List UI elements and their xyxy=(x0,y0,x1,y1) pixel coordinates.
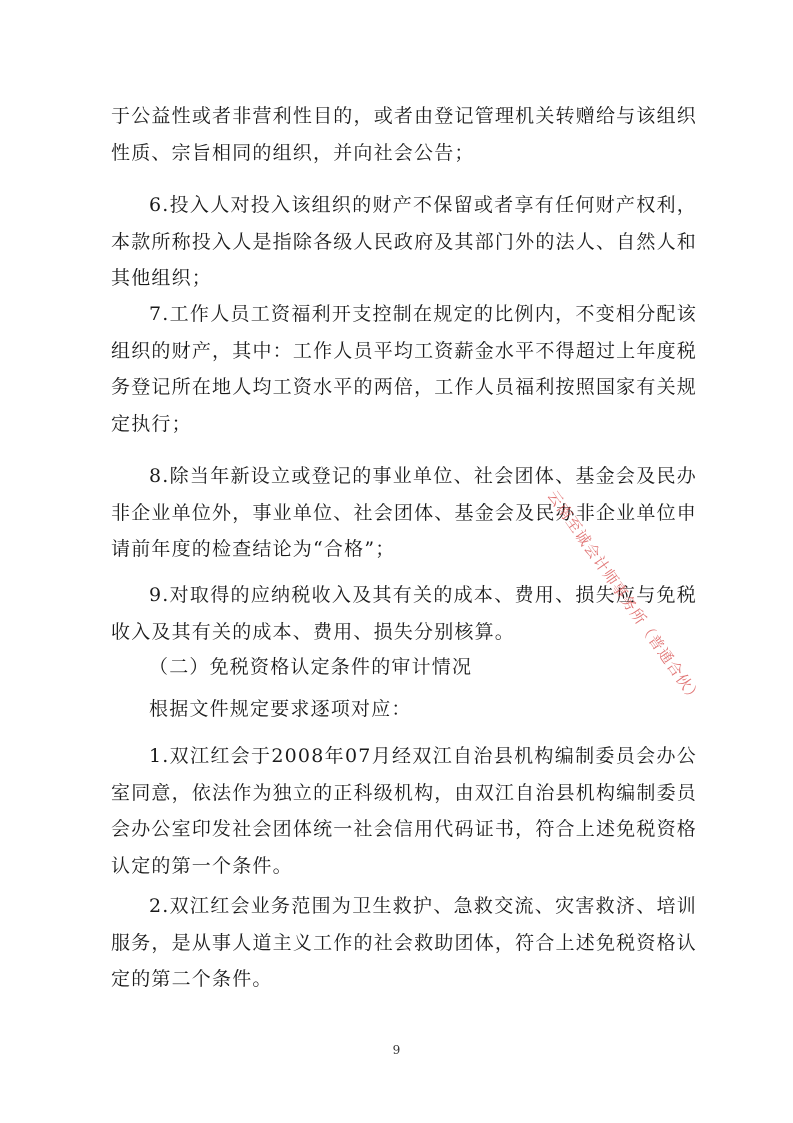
section-heading: （二）免税资格认定条件的审计情况 xyxy=(149,656,473,678)
paragraph-item-7: 7.工作人员工资福利开支控制在规定的比例内，不变相分配该组织的财产，其中：工作人员平均工资薪金水平不得超过上年度税务登记所在地人均工资水平的两倍，工作人员福利按照国家有关规定执行； xyxy=(111,303,697,435)
audit-firm-stamp: 云南至诚会计师事务所（普通合伙） xyxy=(543,487,706,708)
paragraph-audit-1: 1.双江红会于2008年07月经双江自治县机构编制委员会办公室同意，依法作为独立的正科级机构，由双江自治县机构编制委员会办公室印发社会团体统一社会信用代码证书，符合上述免税资格认定的第一个条件。 xyxy=(111,745,697,877)
paragraph-item-6: 6.投入人对投入该组织的财产不保留或者享有任何财产权利，本款所称投入人是指除各级人民政府及其部门外的法人、自然人和其他组织； xyxy=(111,194,697,289)
paragraph-item-8: 8.除当年新设立或登记的事业单位、社会团体、基金会及民办非企业单位外，事业单位、社会团体、基金会及民办非企业单位申请前年度的检查结论为“合格”； xyxy=(111,465,697,560)
paragraph-continuation: 于公益性或者非营利性目的，或者由登记管理机关转赠给与该组织性质、宗旨相同的组织，并向社会公告； xyxy=(111,105,697,164)
paragraph-audit-2: 2.双江红会业务范围为卫生救护、急救交流、灾害救济、培训服务，是从事人道主义工作的社会救助团体，符合上述免税资格认定的第二个条件。 xyxy=(111,895,697,990)
page-number: 9 xyxy=(392,1043,401,1057)
paragraph-item-9: 9.对取得的应纳税收入及其有关的成本、费用、损失应与免税收入及其有关的成本、费用、损失分别核算。 xyxy=(111,584,697,643)
intro-line: 根据文件规定要求逐项对应： xyxy=(149,698,412,720)
